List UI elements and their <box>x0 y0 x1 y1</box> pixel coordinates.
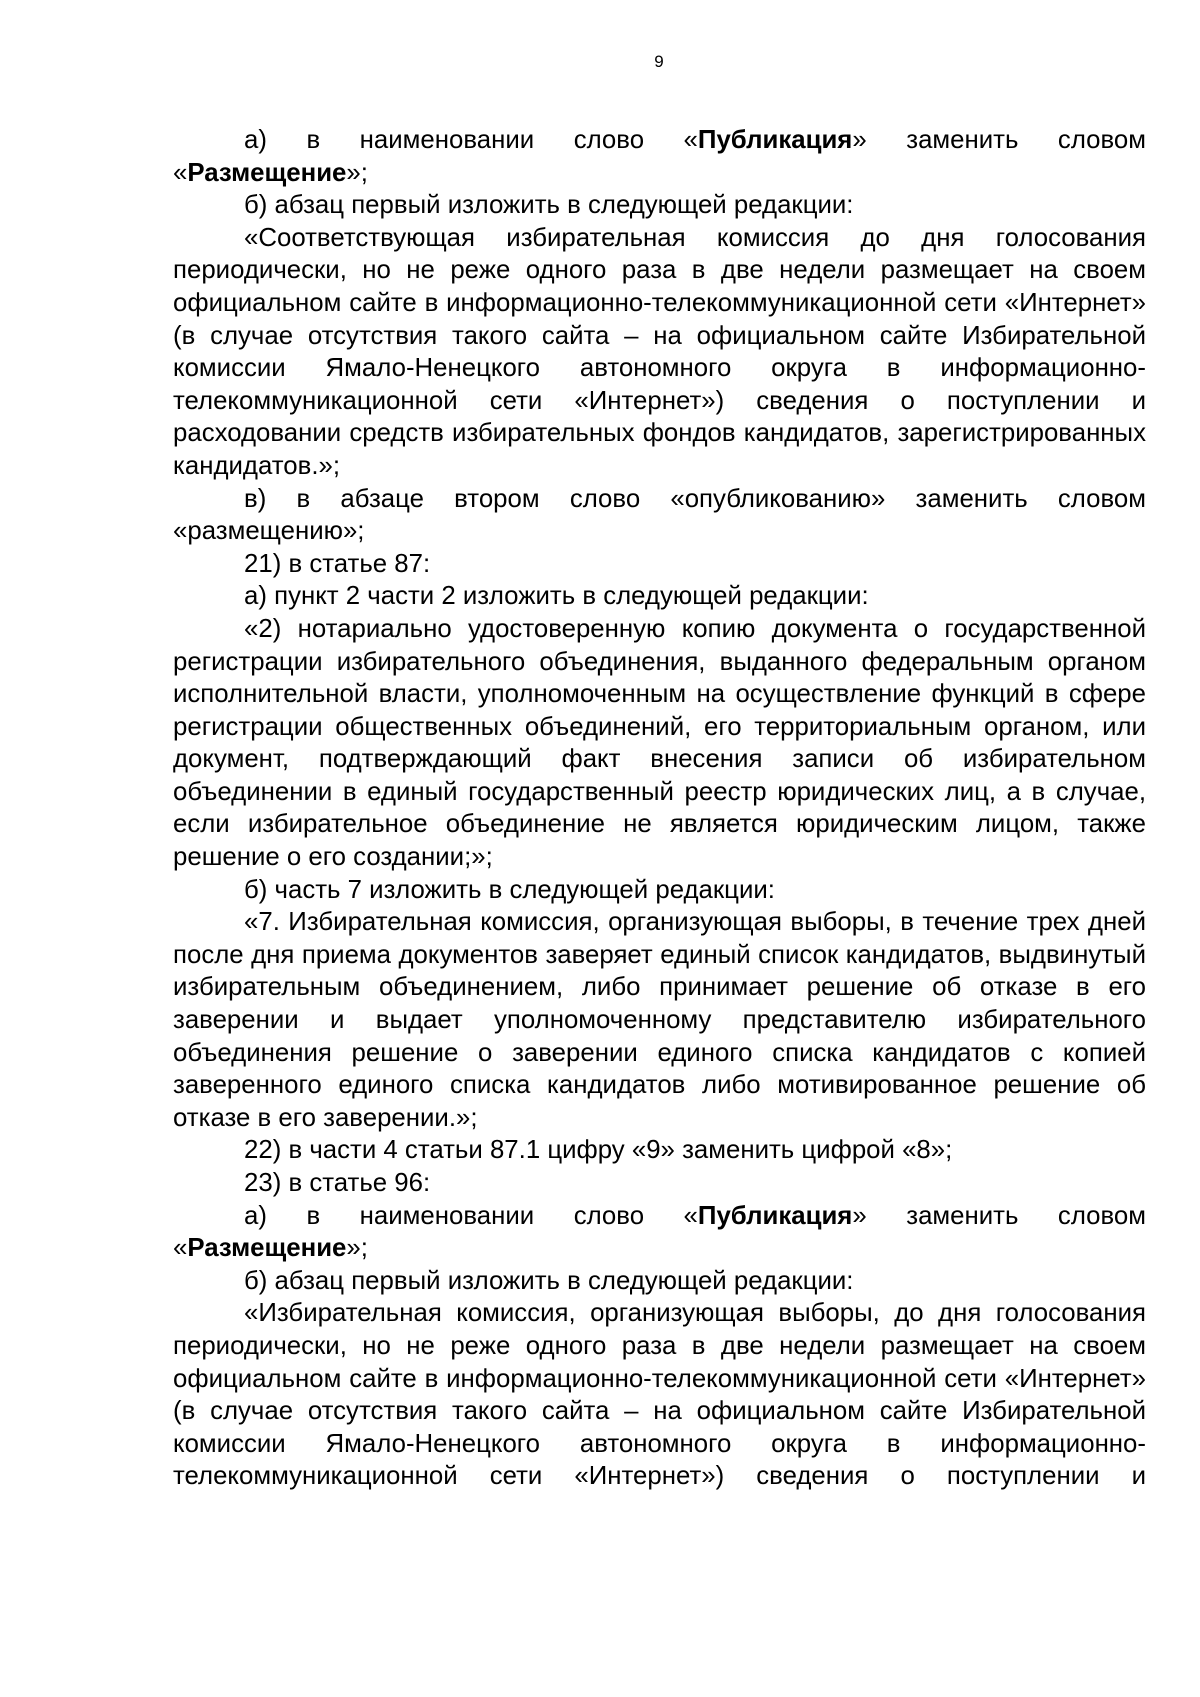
page-number: 9 <box>654 52 664 71</box>
paragraph: б) абзац первый изложить в следующей редакции: <box>244 191 854 220</box>
paragraph-a-title-amendment: а) в наименовании слово «Публикация» заменить словом «Размещение»; <box>173 126 1147 187</box>
paragraph: б) абзац первый изложить в следующей редакции: <box>244 1266 854 1295</box>
paragraph: б) часть 7 изложить в следующей редакции: <box>244 875 775 904</box>
paragraph-quote: «2) нотариально удостоверенную копию документа о государственной регистрации избирательного объединения, выданного федеральным органом исполнительной власти, уполномоченным на осуществление функций в сфере регистрации общественных объединений, его территориальным органом, или документ, подтверждающий факт внесения записи об избирательном объединении в единый государственный реестр юридических лиц, а в случае, если избирательное объединение не является юридическим лицом, также решение о его создании;»; <box>173 614 1146 872</box>
bold-term: Размещение <box>187 1234 347 1263</box>
paragraph-quote: «Соответствующая избирательная комиссия до дня голосования периодически, но не реже одного раза в две недели размещает на своем официальном сайте в информационно-телекоммуникационной сети «Интернет» (в случае отсутствия такого сайта – на официальном сайте Избирательной комиссии Ямало-Ненецкого автономного округа в информационно-телекоммуникационной сети «Интернет») сведения о поступлении и расходовании средств избирательных фондов кандидатов, зарегистрированных кандидатов.»; <box>173 223 1146 480</box>
bold-term: Размещение <box>187 158 347 187</box>
paragraph-article-87: 21) в статье 87: <box>244 549 431 578</box>
paragraph-article-96: 23) в статье 96: <box>244 1169 431 1197</box>
paragraph-quote: «7. Избирательная комиссия, организующая выборы, в течение трех дней после дня приема документов заверяет единый список кандидатов, выдвинутый избирательным объединением, либо принимает решение об отказе в его заверении и выдает уполномоченному представителю избирательного объединения решение о заверении единого списка кандидатов с копией заверенного единого списка кандидатов либо мотивированное решение об отказе в его заверении.»; <box>173 908 1146 1132</box>
bold-term: Публикация <box>697 1201 853 1230</box>
paragraph: а) пункт 2 части 2 изложить в следующей редакции: <box>244 582 869 611</box>
paragraph-article-87-1: 22) в части 4 статьи 87.1 цифру «9» заменить цифрой «8»; <box>244 1136 953 1165</box>
paragraph-a-title-amendment: а) в наименовании слово «Публикация» заменить словом «Размещение»; <box>173 1201 1147 1263</box>
bold-term: Публикация <box>697 126 853 154</box>
document-body <box>173 124 1146 1493</box>
paragraph-quote-continued: «Избирательная комиссия, организующая выборы, до дня голосования периодически, но не реже одного раза в две недели размещает на своем официальном сайте в информационно-телекоммуникационной сети «Интернет» (в случае отсутствия такого сайта – на официальном сайте Избирательной комиссии Ямало-Ненецкого автономного округа в информационно-телекоммуникационной сети «Интернет») сведения о поступлении и <box>173 1299 1146 1491</box>
paragraph: в) в абзаце втором слово «опубликованию» заменить словом «размещению»; <box>173 484 1146 546</box>
